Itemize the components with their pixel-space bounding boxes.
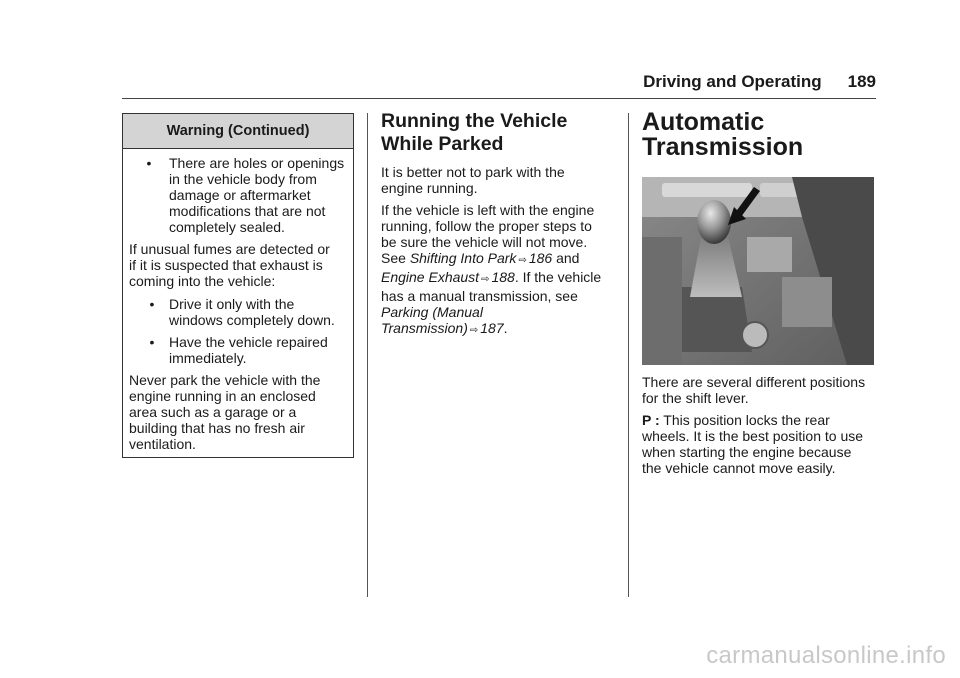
running-paragraph: It is better not to park with the engine running. bbox=[381, 164, 565, 196]
ref-page: 186 bbox=[528, 250, 553, 266]
running-heading: Running the Vehicle While Parked bbox=[381, 110, 568, 155]
automatic-section bbox=[642, 110, 876, 160]
page-header bbox=[643, 72, 876, 92]
warning-paragraph: If unusual fumes are detected or if it is suspected that exhaust is coming into the vehicle: bbox=[129, 241, 330, 289]
ref-link-engine-exhaust[interactable]: Engine Exhaust bbox=[381, 269, 480, 285]
section-title: Driving and Operating bbox=[643, 72, 822, 91]
automatic-heading: Automatic Transmission bbox=[642, 108, 804, 161]
page-number: 189 bbox=[847, 72, 876, 91]
warning-bullet: • There are holes or openings in the vehicle body from damage or aftermarket modifications that are not completely sealed. bbox=[129, 155, 347, 235]
page-ref-arrow-icon: ⇨ bbox=[518, 255, 527, 266]
shift-lever-photo bbox=[642, 177, 874, 365]
ref-link-parking-manual-cont[interactable]: Transmission) bbox=[381, 320, 468, 336]
warning-box bbox=[122, 113, 354, 458]
warning-bullet: • Have the vehicle repaired immediately. bbox=[129, 334, 347, 366]
bullet-icon: • bbox=[146, 155, 152, 171]
watermark: carmanualsonline.info bbox=[706, 642, 946, 669]
park-position-paragraph: P : This position locks the rear wheels. It is the best position to use when starting the engine because the vehicle cannot move easily. bbox=[642, 412, 864, 476]
page-ref-arrow-icon: ⇨ bbox=[469, 325, 479, 336]
running-paragraph: If the vehicle is left with the engine running, follow the proper steps to be sure the vehicle will not move. See Shifting Into Park ⇨ 186 and Engine Exhaust ⇨ 188. If the vehicle has a manual transmission, see Parking (Manual Transmission) ⇨ 187. bbox=[381, 202, 613, 339]
ref-page: 188 bbox=[491, 269, 515, 285]
warning-bullet: • Drive it only with the windows completely down. bbox=[129, 296, 347, 328]
bullet-icon: • bbox=[149, 334, 155, 350]
ref-link-shifting-into-park[interactable]: Shifting Into Park bbox=[409, 250, 517, 266]
warning-title: Warning (Continued) bbox=[123, 114, 353, 149]
bullet-icon: • bbox=[149, 296, 155, 312]
page-ref-arrow-icon: ⇨ bbox=[481, 274, 490, 285]
ref-page: 187 bbox=[480, 320, 504, 336]
column-divider-1 bbox=[367, 113, 368, 597]
automatic-paragraph: There are several different positions for the shift lever. bbox=[642, 374, 866, 406]
header-rule bbox=[122, 98, 876, 99]
warning-paragraph: Never park the vehicle with the engine running in an enclosed area such as a garage or a building that has no fresh air ventilation. bbox=[129, 372, 321, 452]
column-divider-2 bbox=[628, 113, 629, 597]
ref-link-parking-manual[interactable]: Parking (Manual bbox=[381, 304, 483, 320]
automatic-text bbox=[642, 374, 876, 482]
running-section bbox=[381, 110, 613, 345]
park-label: P : bbox=[642, 412, 660, 428]
